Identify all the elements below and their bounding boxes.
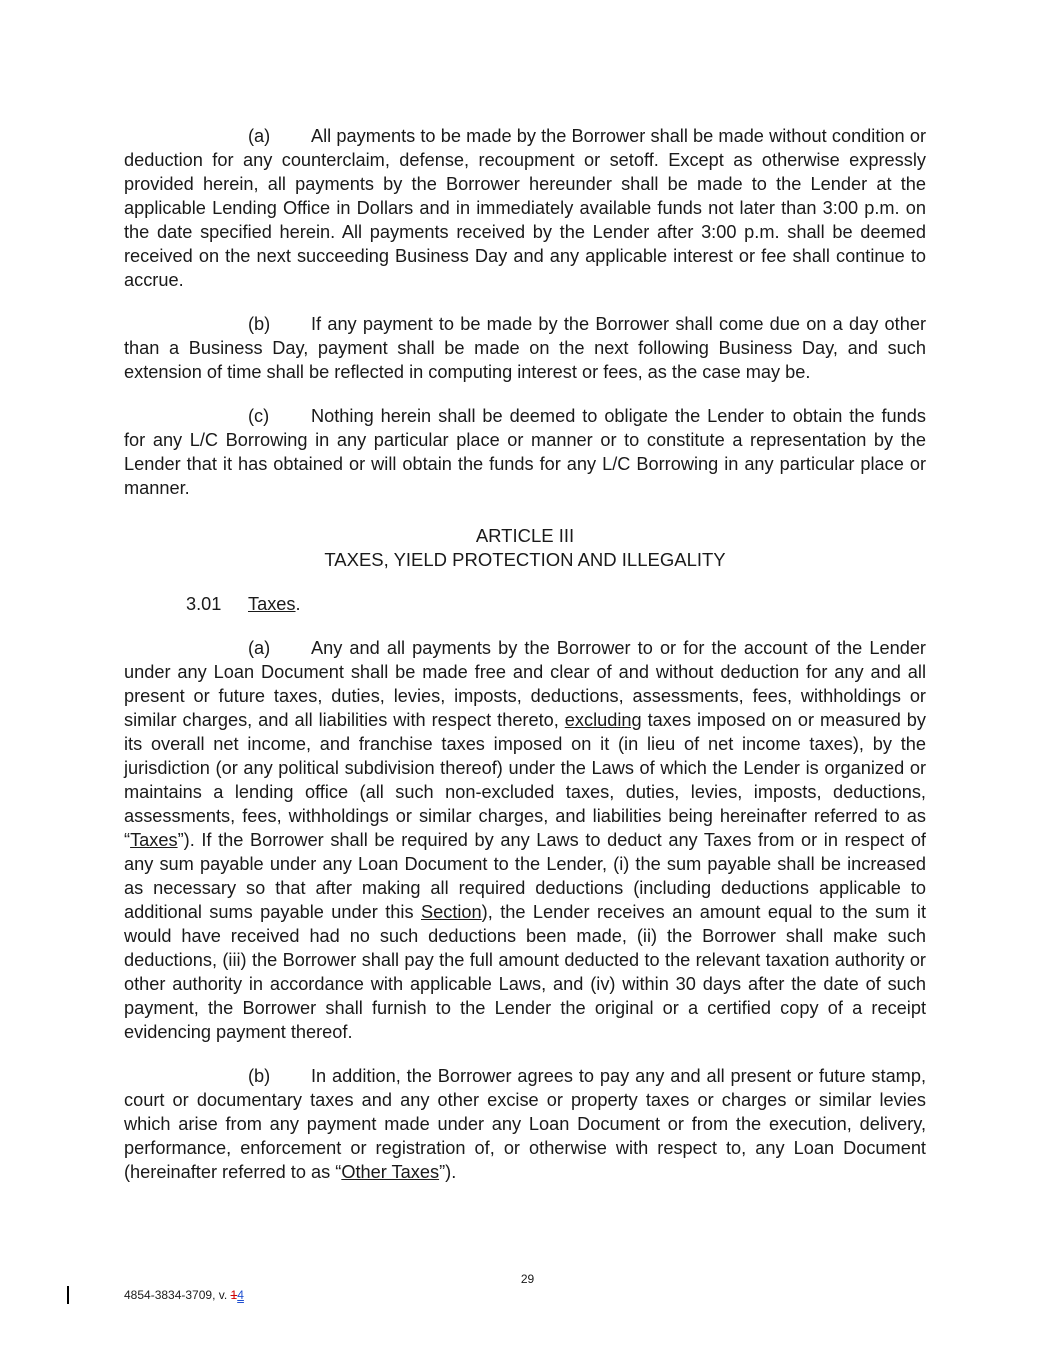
article-subtitle: TAXES, YIELD PROTECTION AND ILLEGALITY xyxy=(324,549,726,570)
paragraph-2-c xyxy=(124,404,926,500)
underlined-term-section: Section xyxy=(421,902,482,922)
paragraph-label: (b) xyxy=(248,314,271,334)
revision-change-bar xyxy=(67,1286,69,1304)
text-run: ), the Lender receives an amount equal to the sum it would have received had no such deductions been made, (ii) the Borrower shall make such deductions, (iii) the Borrower shall pay the full amount deducted to the relevant taxation authority or other authority in accordance with applicable Laws, and (iv) within 30 days after the date of such payment, the Borrower shall furnish to the Lender the original or a certified copy of a receipt evidencing payment thereof. xyxy=(124,902,926,1042)
section-title: Taxes xyxy=(248,594,296,614)
text-run: ”). If the Borrower shall be required by any Laws to deduct any Taxes from or in respect of any sum payable under any Loan Document to the Lender, (i) the sum payable shall be increased as necessary so that after making all required deductions (including deductions applicable to additional sums payable under this xyxy=(124,830,926,922)
paragraph-label: (b) xyxy=(248,1066,271,1086)
document-body xyxy=(124,124,926,1204)
taxes-paragraph-a xyxy=(124,636,926,1044)
defined-term-other-taxes: Other Taxes xyxy=(341,1162,440,1182)
article-title: ARTICLE III xyxy=(475,525,575,546)
section-number: 3.01 xyxy=(186,594,222,614)
underlined-term-excluding: excluding xyxy=(564,710,642,730)
doc-id: 4854-3834-3709, v. xyxy=(124,1288,231,1302)
paragraph-text: All payments to be made by the Borrower shall be made without condition or deduction for any counterclaim, defense, recoupment or setoff. Except as otherwise expressly provided herein, all payments by the Borrower hereunder shall be made to the Lender at the applicable Lending Office in Dollars and in immediately available funds not later than 3:00 p.m. on the date specified herein. All payments received by the Lender after 3:00 p.m. shall be deemed received on the next succeeding Business Day and any applicable interest or fee shall continue to accrue. xyxy=(124,126,926,290)
paragraph-2-a xyxy=(124,124,926,292)
page-number: 29 xyxy=(520,1272,535,1286)
text-run: ”). xyxy=(439,1162,457,1182)
inserted-version: 4 xyxy=(237,1288,244,1302)
paragraph-text: If any payment to be made by the Borrower shall come due on a day other than a Business Day, payment shall be made on the next following Business Day, and such extension of time shall be reflected in computing interest or fees, as the case may be. xyxy=(124,314,926,382)
section-heading: 3.01 Taxes. xyxy=(186,594,301,614)
paragraph-label: (a) xyxy=(248,126,271,146)
paragraph-label: (c) xyxy=(248,406,270,426)
article-heading xyxy=(124,524,926,572)
paragraph-2-b xyxy=(124,312,926,384)
text-run: Any and all payments by the Borrower to or for the account of the Lender under any Loan Document shall be made free and clear of and without deduction for any and all present or future taxes, duties, levies, imposts, deductions, assessments, fees, withholdings or similar charges, and all liabilities with respect thereto, xyxy=(124,638,926,730)
text-run: taxes imposed on or measured by its overall net income, and franchise taxes imposed on it (in lieu of net income taxes), by the jurisdiction (or any political subdivision thereof) under the Laws of which the Lender is organized or maintains a lending office (all such non-excluded taxes, duties, levies, imposts, deductions, assessments, fees, withholdings or similar charges, and liabilities being hereinafter referred to as “ xyxy=(124,710,926,850)
taxes-paragraph-b xyxy=(124,1064,926,1184)
document-id-footer xyxy=(124,1288,244,1302)
defined-term-taxes: Taxes xyxy=(130,830,178,850)
paragraph-label: (a) xyxy=(248,638,271,658)
paragraph-text: Nothing herein shall be deemed to obligate the Lender to obtain the funds for any L/C Borrowing in any particular place or manner or to constitute a representation by the Lender that it has obtained or will obtain the funds for any L/C Borrowing in any particular place or manner. xyxy=(124,406,926,498)
deleted-version: 1 xyxy=(230,1288,238,1302)
text-run: In addition, the Borrower agrees to pay any and all present or future stamp, court or documentary taxes and any other excise or property taxes or charges or similar levies which arise from any payment made under any Loan Document or from the execution, delivery, performance, enforcement or registration of, or otherwise with respect to, any Loan Document (hereinafter referred to as “ xyxy=(124,1066,926,1182)
